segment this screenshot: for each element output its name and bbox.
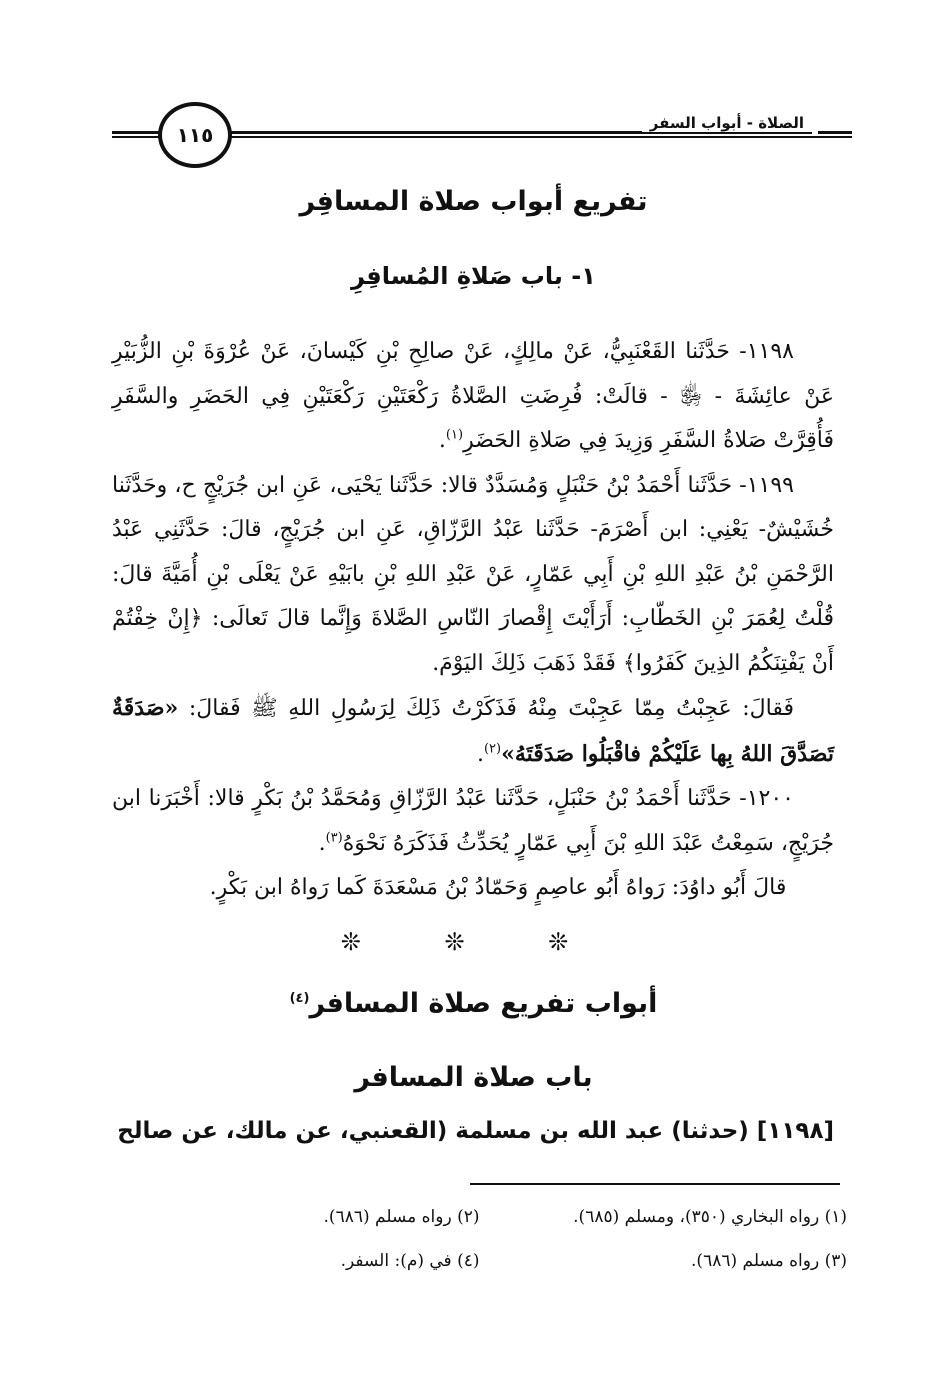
footnote-ref: (٤) — [289, 991, 310, 1006]
chapter-title: ١- باب صَلاةِ المُسافِرِ — [351, 262, 596, 290]
main-title: تفريع أبواب صلاة المسافِر — [299, 186, 648, 217]
page-number: ١١٥ — [158, 102, 232, 168]
header-rule-tail — [818, 131, 852, 134]
footnote-row — [112, 1195, 847, 1239]
section-title: أبواب تفريع صلاة المسافر$^{(٤)}$ — [289, 988, 658, 1019]
footnote-ref: (١) — [445, 427, 464, 443]
footnote-rule — [470, 1183, 840, 1185]
hadith-1199-cont: فَقالَ: عَجِبْتُ مِمّا عَجِبْتَ مِنْهُ فَذَكَرْتُ ذَلِكَ لِرَسُولِ اللهِ ﷺ فَقالَ: «صَدَقَةٌ تَصَدَّقَ اللهُ بِها عَلَيْكُمْ فاقْبَلُوا صَدَقَتَهُ»$^{(٢)}$. — [112, 695, 834, 767]
hadith-text — [112, 330, 834, 911]
hadith-1198: ١١٩٨- حَدَّثَنا القَعْنَبِيُّ، عَنْ مالِكٍ، عَنْ صالِحِ بْنِ كَيْسانَ، عَنْ عُرْوَةَ بْنِ الزُّبَيْرِ عَنْ عائِشَةَ - ﵂ - قالَتْ: فُرِضَتِ الصَّلاةُ رَكْعَتَيْنِ رَكْعَتَيْنِ فِي الحَضَرِ والسَّفَرِ فَأُقِرَّتْ صَلاةُ السَّفَرِ وَزِيدَ فِي صَلاةِ الحَضَرِ$^{(١)}$. — [112, 339, 834, 453]
section-subtitle: باب صلاة المسافر — [354, 1062, 593, 1093]
footnote-ref: (٣) — [325, 830, 343, 846]
commentary-text: [١١٩٨] (حدثنا) عبد الله بن مسلمة (القعنبي، عن مالك، عن صالح — [117, 1118, 834, 1144]
prophet-quote: «صَدَقَةٌ تَصَدَّقَ اللهُ بِها عَلَيْكُمْ فاقْبَلُوا صَدَقَتَهُ» — [112, 695, 834, 767]
footnote-3: (٣) رواه مسلم (٦٨٦). — [691, 1251, 847, 1271]
footnote-4: (٤) في (م): السفر. — [340, 1251, 480, 1271]
footnote-2: (٢) رواه مسلم (٦٨٦). — [323, 1207, 480, 1227]
footnotes — [112, 1195, 847, 1283]
running-title: الصلاة - أبواب السفر — [642, 114, 812, 132]
footnote-1: (١) رواه البخاري (٣٥٠)، ومسلم (٦٨٥). — [573, 1207, 847, 1227]
page-header — [112, 98, 852, 166]
footnote-ref: (٢) — [483, 741, 502, 757]
footnote-row — [112, 1239, 847, 1283]
hadith-1199: ١١٩٩- حَدَّثَنا أَحْمَدُ بْنُ حَنْبَلٍ وَمُسَدَّدٌ قالا: حَدَّثَنا يَحْيَى، عَنِ ابن جُرَيْجٍ ح، وحَدَّثَنا خُشَيْشٌ- يَعْنِي: ابن أَصْرَمَ- حَدَّثَنا عَبْدُ الرَّزّاقِ، عَنِ ابن جُرَيْجٍ، قالَ: حَدَّثَنِي عَبْدُ الرَّحْمَنِ بْنُ عَبْدِ اللهِ بْنِ أَبِي عَمّارٍ، عَنْ عَبْدِ اللهِ بْنِ بابَيْهِ عَنْ يَعْلَى بْنِ أُمَيَّةَ قالَ: قُلْتُ لِعُمَرَ بْنِ الخَطّابِ: أَرَأَيْتَ إِقْصارَ النّاسِ الصَّلاةَ وَإِنَّما قالَ تَعالَى: ﴿إِنْ خِفْتُمْ أَنْ يَفْتِنَكُمُ الذِينَ كَفَرُوا﴾ فَقَدْ ذَهَبَ ذَلِكَ اليَوْمَ. — [112, 472, 834, 676]
header-rule-thin — [222, 136, 852, 138]
hadith-1200: ١٢٠٠- حَدَّثَنا أَحْمَدُ بْنُ حَنْبَلٍ، حَدَّثَنا عَبْدُ الرَّزّاقِ وَمُحَمَّدُ بْنُ بَكْرٍ قالا: أَخْبَرَنا ابن جُرَيْجٍ، سَمِعْتُ عَبْدَ اللهِ بْنَ أَبِي عَمّارٍ يُحَدِّثُ فَذَكَرَهُ نَحْوَهُ$^{(٣)}$. — [112, 786, 834, 856]
separator-stars: ❊ ❊ ❊ — [340, 928, 607, 956]
abu-dawud-note: قالَ أَبُو داوُدَ: رَواهُ أَبُو عاصِمٍ وَحَمّادُ بْنُ مَسْعَدَةَ كَما رَواهُ ابن بَكْرٍ. — [209, 875, 787, 900]
